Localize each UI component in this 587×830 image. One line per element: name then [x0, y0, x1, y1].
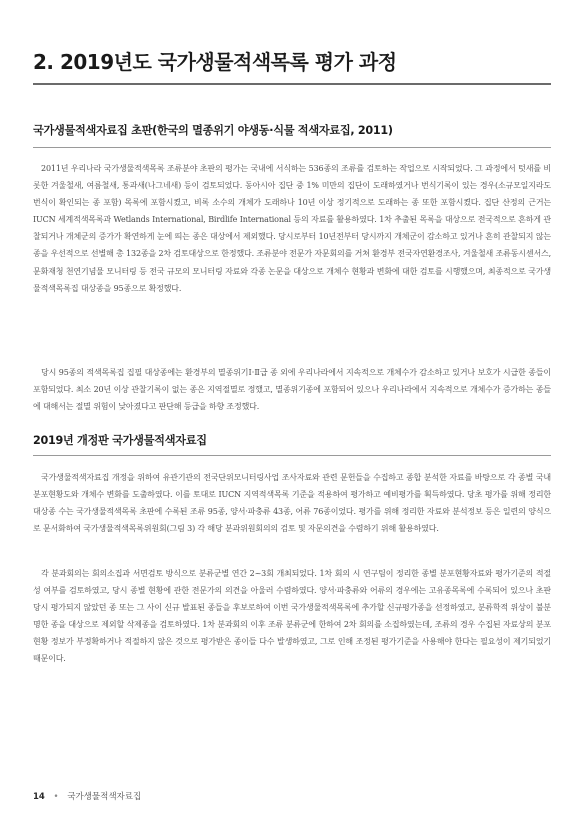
section2-paragraph-2: 각 분과회의는 회의소집과 서면검토 방식으로 분류군별 연간 2~3회 개최되었다. 1차 회의 시 연구팀이 정리한 종별 분포현황자료와 평가기준의 적절성 여부를 검토하였고, 당시 종별 현황에 관한 전문가의 의견을 아울러 수렴하였다. 양서·파충류와 어류의 경우에는 고유종목록에 수록되어 있으나 초판 당시 평가되지 않았던 종 또는 그 사이 신규 발표된 종들을 후보로하여 이번 국가생물적색목록에 추가할 신규평가종을 선정하였고, 분류학적 위상이 불분명한 종을 대상으로 제외할 삭제종을 검토하였다. 1차 분과회의 이후 조류 분류군에 한하여 2차 회의를 소집하였는데, 조류의 경우 수집된 자료상의 분포현황 정보가 부정확하거나 적절하지 않은 것으로 평가받은 종이들 다수 발생하였고, 그로 인해 조정된 평가기준을 사용해야 한다는 필요성이 제기되었기 때문이다.	[33, 569, 551, 664]
section1-heading: 국가생물적색자료집 초판(한국의 멸종위기 야생동·식물 적색자료집, 2011)	[33, 124, 393, 137]
page-title: 2. 2019년도 국가생물적색목록 평가 과정	[33, 50, 397, 74]
section1-paragraph-1: 2011년 우리나라 국가생물적색목록 조류분야 초판의 평가는 국내에 서식하는 536종의 조류를 검토하는 작업으로 시작되었다. 그 과정에서 텃새를 비롯한 겨울철새, 여름철새, 통과새(나그네새) 등이 검토되었다. 동아시아 집단 중 1% 미만의 집단이 도래하였거나 번식기록이 있는 경우(소규모일지라도 번식이 확인되는 종 포함) 목록에 포함시켰고, 비록 소수의 개체가 도래하나 10년 이상 정기적으로 도래하는 종 또한 포함시켰다. 집단 산정의 근거는 IUCN 세계적색목록과 Wetlands International, Birdlife International 등의 자료를 활용하였다. 1차 추출된 목록을 대상으로 전국적으로 흔하게 관찰되거나 개체군의 증가가 확연하게 눈에 띄는 종은 대상에서 제외했다. 당시로부터 10년전부터 당시까지 개체군이 감소하고 있거나 흔히 관찰되지 않는 종을 우선적으로 선별해 총 132종을 2차 검토대상으로 한정했다. 조류분야 전문가 자문회의를 거쳐 환경부 전국자연환경조사, 겨울철새 조류동시센서스, 문화재청 천연기념물 모니터링 등 전국 규모의 모니터링 자료와 각종 논문을 대상으로 개체수 현황과 변화에 대한 검토를 시행했으며, 최종적으로 국가생물적색목록집 대상종을 95종으로 확정했다.	[33, 164, 551, 293]
section2-divider	[33, 455, 551, 456]
page-footer	[33, 790, 141, 802]
title-divider	[33, 83, 551, 85]
section1-paragraph-2: 당시 95종의 적색목록집 집필 대상종에는 환경부의 멸종위기Ⅰ·Ⅱ급 종 외에 우리나라에서 지속적으로 개체수가 감소하고 있거나 보호가 시급한 종들이 포함되었다. 최소 20년 이상 관찰기록이 없는 종은 지역절멸로 정했고, 멸종위기종에 포함되어 있으나 우리나라에서 지속적으로 개체수가 증가하는 종들에 대해서는 절멸 위험이 낮아졌다고 판단해 등급을 하향 조정했다.	[33, 368, 551, 412]
footer-book-title: 국가생물적색자료집	[67, 792, 142, 802]
footer-separator: •	[53, 792, 59, 802]
section1-divider	[33, 147, 551, 148]
section2-heading: 2019년 개정판 국가생물적색자료집	[33, 434, 207, 447]
page-number: 14	[33, 792, 45, 802]
section2-paragraph-1: 국가생물적색자료집 개정을 위하여 유관기관의 전국단위모니터링사업 조사자료와 관련 문헌들을 수집하고 종합 분석한 자료를 바탕으로 각 종별 국내 분포현황도와 개체수 변화를 도출하였다. 이를 토대로 IUCN 지역적색목록 기준을 적용하여 평가하고 예비평가를 획득하였다. 당초 평가를 위해 정리한 대상종 수는 국가생물적색목록 초판에 수록된 조류 95종, 양서·파충류 43종, 어류 76종이었다. 평가를 위해 정리한 자료와 분석정보 등은 일련의 양식으로 문서화하여 국가생물적색목록위원회(그림 3) 각 해당 분과위원회의의 검토 및 자문의견을 수렴하기 위해 활용하였다.	[33, 473, 551, 534]
